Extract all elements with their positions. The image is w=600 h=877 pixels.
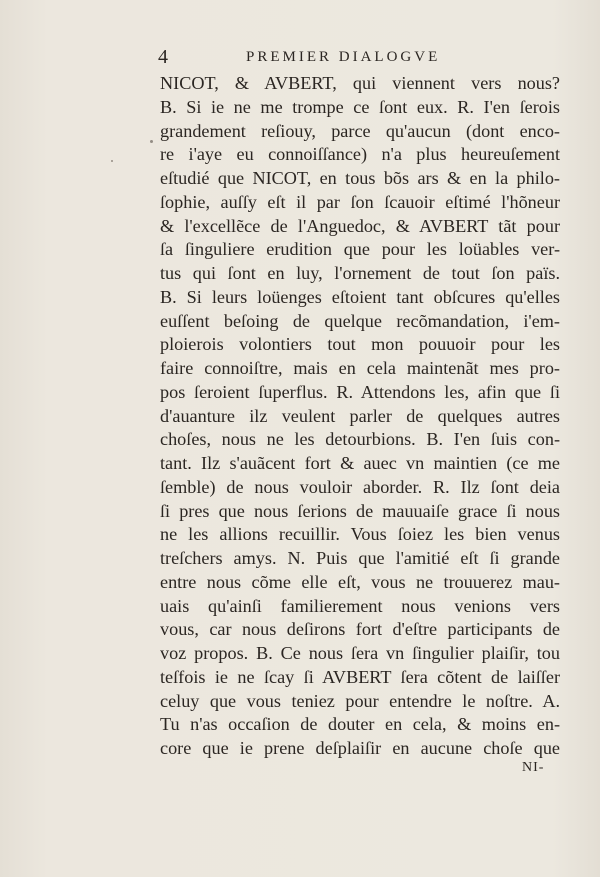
text-line: grandement reſiouy, parce qu'aucun (dont enco- — [160, 120, 560, 141]
text-line: choſes, nous ne les detourbions. B. I'en ſuis con- — [160, 429, 560, 450]
ink-speck — [150, 140, 153, 143]
text-line: euſſent beſoing de quelque recõmandation, i'em- — [160, 310, 560, 331]
page-number: 4 — [158, 46, 168, 68]
text-line: treſchers amys. N. Puis que l'amitié eſt ſi grande — [160, 548, 560, 568]
running-title: PREMIER DIALOGVE — [246, 49, 441, 65]
text-line: tus qui ſont en luy, l'ornement de tout ſon païs. — [160, 263, 560, 283]
text-line: ſi pres que nous ſerions de mauuaiſe grace ſi nous — [160, 500, 560, 521]
text-line: re i'aye eu connoiſſance) n'a plus heureuſement — [160, 144, 560, 165]
text-line: d'auanture ilz veulent parler de quelques autres — [160, 405, 560, 426]
text-line: tant. Ilz s'auãcent fort & auec vn maintien (ce me — [160, 453, 560, 473]
text-line: ſophie, auſſy eſt il par ſon ſcauoir eſtimé l'hõneur — [160, 191, 560, 212]
dialogue-text — [160, 72, 560, 761]
text-line: pos ſeroient ſuperflus. R. Attendons les, afin que ſi — [160, 381, 560, 402]
text-line: & l'excellẽce de l'Anguedoc, & AVBERT tãt pour — [160, 215, 560, 236]
page-header — [158, 46, 488, 70]
text-line: B. Si leurs loüenges eſtoient tant obſcures qu'elles — [160, 286, 560, 307]
text-line: ne les allions recuillir. Vous ſoiez les bien venus — [160, 524, 560, 545]
text-line: teſfois ie ne ſcay ſi AVBERT ſera cõtent de laiſſer — [160, 666, 560, 687]
text-line: entre nous cõme elle eſt, vous ne trouuerez mau- — [160, 571, 560, 592]
ink-speck — [111, 160, 113, 162]
text-line: B. Si ie ne me trompe ce ſont eux. R. I'en ſerois — [160, 96, 560, 117]
text-line: Tu n'as occaſion de douter en cela, & moins en- — [160, 714, 560, 735]
text-line: eſtudié que NICOT, en tous bõs ars & en la philo- — [160, 168, 560, 188]
text-line: celuy que vous teniez pour entendre le noſtre. A. — [160, 690, 560, 711]
text-line: core que ie prene deſplaiſir en aucune choſe que — [160, 738, 560, 758]
text-line: uais qu'ainſi familierement nous venions vers — [160, 595, 560, 616]
text-line: NICOT, & AVBERT, qui viennent vers nous? — [160, 73, 560, 93]
text-line: voz propos. B. Ce nous ſera vn ſingulier plaiſir, tou — [160, 643, 560, 663]
text-line: ploierois volontiers tout mon pouuoir pour les — [160, 334, 560, 355]
text-line: faire connoiſtre, mais en cela maintenãt mes pro- — [160, 358, 560, 378]
text-line: vous, car nous deſirons fort d'eſtre participants de — [160, 619, 560, 640]
text-line: ſa ſinguliere erudition que pour les loüables ver- — [160, 239, 560, 260]
text-line: ſemble) de nous vouloir aborder. R. Ilz ſont deia — [160, 476, 560, 497]
catchword: NI- — [522, 760, 545, 775]
